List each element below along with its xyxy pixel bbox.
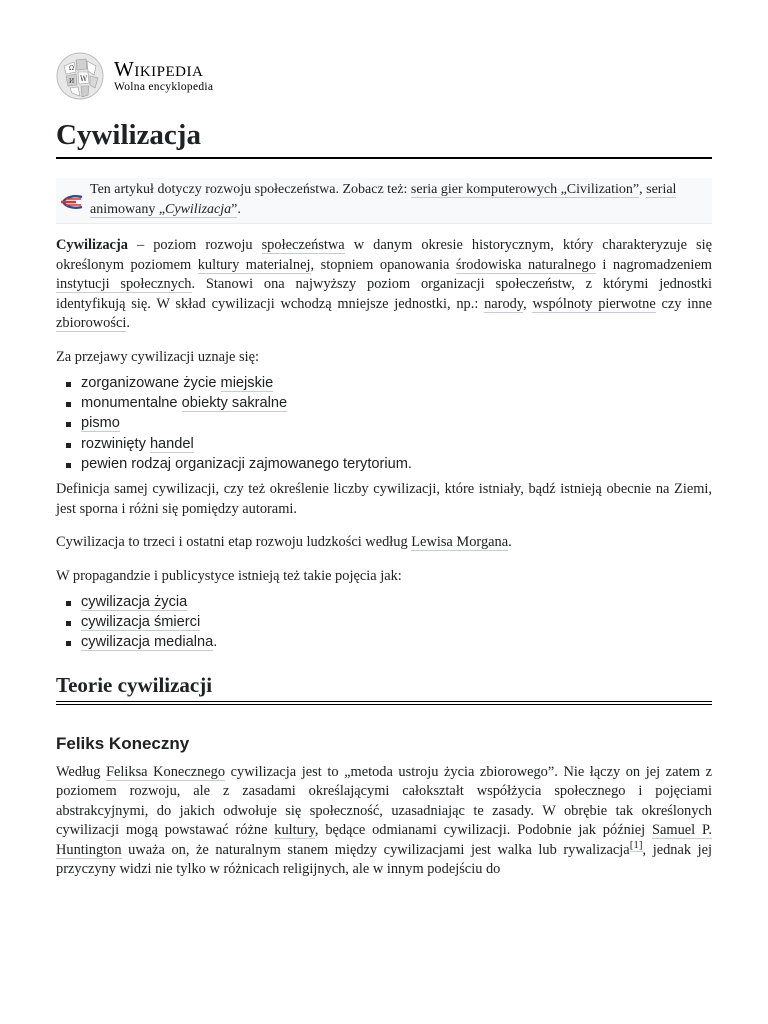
hatnote-link2-part3: ” <box>231 202 238 217</box>
hatnote-link2-italic: Cywilizacja <box>165 202 232 217</box>
manifestations-list <box>56 373 712 474</box>
disambiguation-icon <box>60 192 84 212</box>
site-header <box>56 52 213 100</box>
list-item <box>81 373 712 393</box>
propaganda-intro: W propagandzie i publicystyce istnieją też takie pojęcia jak: <box>56 567 402 584</box>
hatnote <box>56 178 712 224</box>
link-spoleczenstwa[interactable]: społeczeństwa <box>261 237 345 253</box>
link-cywilizacja-smierci[interactable]: cywilizacja śmierci <box>81 614 201 631</box>
list-item <box>81 393 712 413</box>
hatnote-separator: , <box>639 182 647 197</box>
section-heading: Teorie cywilizacji <box>56 671 712 705</box>
link-lewis-morgan[interactable]: Lewisa Morgana <box>411 534 509 551</box>
intro-bold-term: Cywilizacja <box>56 237 128 253</box>
page-title: Cywilizacja <box>56 116 712 159</box>
koneczny-paragraph <box>56 763 712 880</box>
list-item <box>81 592 712 612</box>
koneczny-text-4: uważa on, że naturalnym stanem między cywilizacjami jest walka lub rywalizacja <box>121 841 630 858</box>
intro-text-5: . Stanowi ona najwyższy poziom organizacji społeczeństw, z którymi jednostki identyfikują się. W skład cywilizacji wchodzą mniejsze jednostki, np.: <box>56 276 712 312</box>
link-kultury[interactable]: kultury <box>274 822 315 839</box>
intro-text-3: , stopniem opanowania <box>310 256 456 273</box>
morgan-text-1: Cywilizacja to trzeci i ostatni etap rozwoju ludzkości według <box>56 534 412 551</box>
morgan-paragraph <box>56 533 712 553</box>
concepts-list <box>56 592 712 653</box>
wikipedia-globe-logo[interactable] <box>56 52 104 100</box>
link-zbiorowosci[interactable]: zbiorowości <box>56 315 127 331</box>
intro-text-4: i nagromadzeniem <box>595 256 712 273</box>
hatnote-link2-part1: serial animowany „ <box>90 182 677 217</box>
svg-text:W: W <box>80 75 88 83</box>
list-item-suffix: . <box>213 634 218 651</box>
wordmark-tagline: Wolna encyklopedia <box>114 81 214 93</box>
list-item <box>81 612 712 632</box>
hatnote-link-civilization-games[interactable]: seria gier komputerowych „Civilization” <box>410 182 640 197</box>
link-wspolnoty-pierwotne[interactable]: wspólnoty pierwotne <box>532 295 656 312</box>
link-feliks-koneczny[interactable]: Feliksa Konecznego <box>106 763 226 780</box>
list-item-text: pewien rodzaj organizacji zajmowanego terytorium. <box>81 455 412 472</box>
link-srodowisko-naturalne[interactable]: środowiska naturalnego <box>455 256 596 273</box>
article-content <box>56 236 712 894</box>
list-item <box>81 454 712 474</box>
link-pismo[interactable]: pismo <box>81 415 120 432</box>
koneczny-text-2: cywilizacja jest to „metoda ustroju życia zbiorowego”. Nie łączy on jej zatem z poziomem rozwoju, ale z zasadami określającymi całokształt współżycia społecznego i pojęciami abstrakcyjnymi, do jakich odwołuje się społeczność, uzasadniając te zasady. W obrębie tak określonych cywilizacji mogą powstawać różne <box>56 763 713 839</box>
hatnote-text <box>90 180 706 220</box>
link-kultura-materialna[interactable]: kultury materialnej <box>197 256 311 273</box>
koneczny-text-3: , będące odmianami cywilizacji. Podobnie jak później <box>314 822 652 839</box>
link-samuel-huntington[interactable]: Samuel P. Huntington <box>56 822 712 858</box>
list-item <box>81 434 712 454</box>
list-item-text: rozwinięty <box>81 435 150 452</box>
koneczny-text-5: , jednak jej przyczyny widzi nie tylko w różnicach religijnych, ale w innym podejściu do <box>56 841 712 878</box>
intro-text-8: . <box>126 315 130 331</box>
link-cywilizacja-medialna[interactable]: cywilizacja medialna <box>81 634 214 651</box>
wordmark[interactable] <box>114 58 213 94</box>
intro-text-2: w danym okresie historycznym, który charakteryzuje się określonym poziomem <box>56 237 712 273</box>
intro-text-7: czy inne <box>655 295 712 312</box>
intro-text-6: , <box>523 295 533 312</box>
svg-text:И: И <box>69 78 75 85</box>
definition-paragraph: Definicja samej cywilizacji, czy też określenie liczby cywilizacji, które istniały, bądź istnieją obecnie na Ziemi, jest sporna i różni się pomiędzy autorami. <box>56 481 712 517</box>
manifestations-intro: Za przejawy cywilizacji uznaje się: <box>56 348 259 365</box>
reference-link[interactable]: [1] <box>629 838 643 851</box>
intro-text-1: – poziom rozwoju <box>127 237 262 253</box>
hatnote-prefix: Ten artykuł dotyczy rozwoju społeczeństwa. Zobacz też: <box>90 182 411 197</box>
list-item-text: zorganizowane życie <box>81 375 221 391</box>
link-handel[interactable]: handel <box>149 435 194 452</box>
subsection-heading: Feliks Koneczny <box>56 733 190 753</box>
hatnote-suffix: . <box>237 202 241 217</box>
wordmark-title: Wikipedia <box>114 57 204 81</box>
link-obiekty-sakralne[interactable]: obiekty sakralne <box>181 395 288 412</box>
list-item <box>81 632 712 652</box>
link-miejskie[interactable]: miejskie <box>220 375 274 391</box>
list-item-text: monumentalne <box>81 395 182 412</box>
morgan-text-2: . <box>508 534 512 551</box>
link-narody[interactable]: narody <box>484 295 524 312</box>
link-cywilizacja-zycia[interactable]: cywilizacja życia <box>81 594 188 611</box>
list-item <box>81 413 712 433</box>
intro-paragraph <box>56 236 712 334</box>
koneczny-text-1: Według <box>56 763 106 780</box>
svg-text:Ω: Ω <box>69 65 74 72</box>
link-instytucje-spoleczne[interactable]: instytucji społecznych <box>56 276 192 292</box>
